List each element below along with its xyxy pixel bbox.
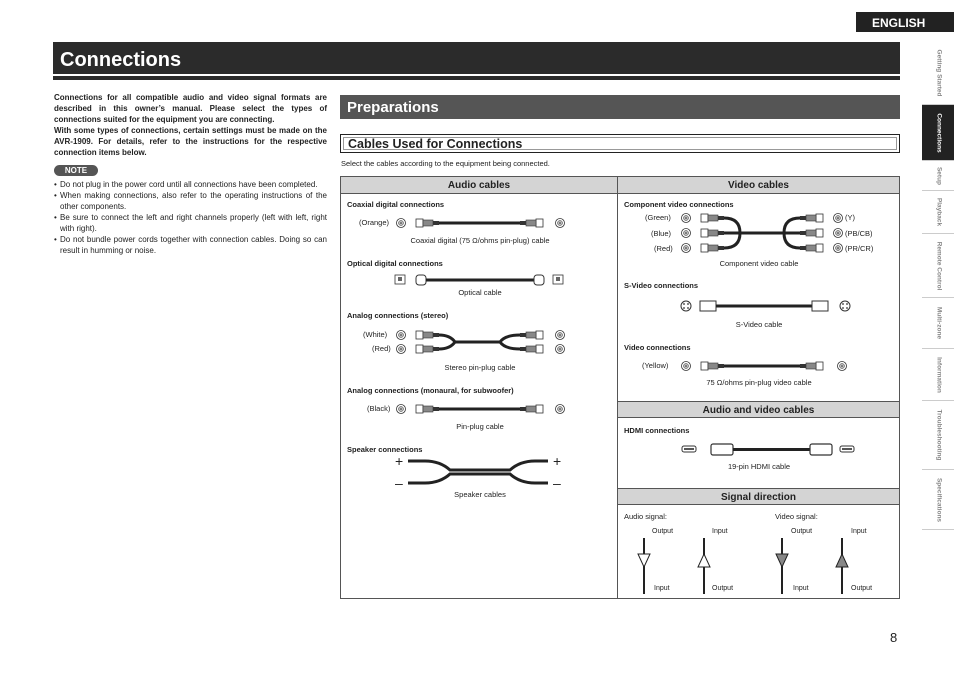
analog-caption: Stereo pin-plug cable [444, 363, 516, 372]
component-green-label: (Green) [645, 213, 671, 222]
video-input-bottom: Input [793, 585, 809, 592]
optical-caption: Optical cable [458, 288, 502, 297]
sidebar-tab-label: Connections [935, 112, 943, 153]
coax-caption: Coaxial digital (75 Ω/ohms pin-plug) cable [410, 236, 550, 245]
page-number: 8 [890, 630, 898, 645]
composite-title: Video connections [624, 343, 691, 352]
audio-output-bottom: Output [712, 585, 734, 592]
note-item: • When making connections, also refer to the operating instructions of the other components. [54, 190, 327, 212]
video-cables-header: Video cables [618, 177, 899, 194]
analog-title: Analog connections (stereo) [347, 311, 449, 320]
note-item: • Do not plug in the power cord until all connections have been completed. [54, 179, 327, 190]
composite-cable-illustration [682, 362, 847, 371]
instruction-text: Select the cables according to the equipment being connected. [341, 159, 550, 168]
component-caption: Component video cable [719, 259, 799, 268]
svideo-title: S-Video connections [624, 281, 699, 290]
svideo-cable-illustration [681, 301, 850, 311]
component-cable-illustration [682, 214, 843, 253]
sidebar-tab-getting-started[interactable] [922, 42, 954, 105]
optical-cable-illustration [395, 275, 563, 285]
speaker-cable-illustration [408, 461, 548, 483]
speaker-plus-right: + [553, 453, 562, 469]
subsection-title-text: Cables Used for Connections [348, 137, 523, 151]
speaker-plus-left: + [395, 453, 404, 469]
component-pr-label: (PR/CR) [845, 244, 874, 253]
audio-signal-label: Audio signal: [624, 512, 667, 521]
note-item: • Be sure to connect the left and right channels properly (left with left, right with right). [54, 212, 327, 234]
video-signal-label: Video signal: [775, 512, 818, 521]
speaker-caption: Speaker cables [454, 490, 506, 499]
hdmi-title: HDMI connections [624, 426, 690, 435]
mono-color-label: (Black) [367, 404, 391, 413]
coax-cable-illustration [397, 219, 565, 228]
analog-red-label: (Red) [372, 344, 391, 353]
composite-color-label: (Yellow) [642, 361, 669, 370]
component-pb-label: (PB/CB) [845, 229, 873, 238]
intro-paragraph-1: Connections for all compatible audio and video signal formats are described in this owner’s manual. Please select the types of connections suited for the equipment you are connecting. [54, 93, 327, 124]
video-output-top: Output [791, 528, 813, 535]
note-item: • Do not bundle power cords together with connection cables. Doing so can result in humming or noise. [54, 234, 327, 256]
sidebar-tab-setup[interactable] [922, 161, 954, 191]
signal-direction-diagram [638, 538, 848, 594]
speaker-minus-right: – [553, 475, 561, 491]
audio-cables-header: Audio cables [341, 177, 617, 194]
component-y-label: (Y) [845, 213, 855, 222]
sidebar-tab-label: Playback [935, 197, 943, 227]
audio-input-bottom: Input [654, 585, 670, 592]
hdmi-caption: 19-pin HDMI cable [727, 462, 791, 471]
sidebar-tab-troubleshooting[interactable] [922, 401, 954, 470]
sidebar-tab-playback[interactable] [922, 191, 954, 234]
mono-caption: Pin-plug cable [456, 422, 504, 431]
sidebar-tab-information[interactable] [922, 349, 954, 401]
coax-title: Coaxial digital connections [347, 200, 445, 209]
sidebar-tab-label: Setup [935, 166, 943, 185]
component-title: Component video connections [624, 200, 734, 209]
sidebar-tab-label: Troubleshooting [935, 409, 943, 461]
sidebar-tab-label: Multi-zone [935, 306, 943, 340]
sidebar-tab-label: Remote Control [935, 241, 943, 290]
composite-caption: 75 Ω/ohms pin-plug video cable [706, 378, 812, 387]
sidebar-tab-specifications[interactable] [922, 470, 954, 530]
optical-title: Optical digital connections [347, 259, 443, 268]
hdmi-cable-illustration [682, 444, 854, 455]
video-output-bottom: Output [851, 585, 873, 592]
svideo-caption: S-Video cable [735, 320, 783, 329]
sidebar-tab-label: Getting Started [935, 49, 943, 97]
av-cables-header: Audio and video cables [618, 401, 899, 418]
mono-title: Analog connections (monaural, for subwoofer) [347, 386, 514, 395]
audio-input-top: Input [712, 528, 728, 535]
sidebar-tab-multi-zone[interactable] [922, 298, 954, 349]
mono-cable-illustration [397, 405, 565, 414]
intro-paragraph-2: With some types of connections, certain settings must be made on the AVR-1909. For details, refer to the instructions for the respective connection items below. [54, 126, 327, 157]
note-badge: NOTE [54, 165, 98, 176]
audio-output-top: Output [652, 528, 674, 535]
speaker-title: Speaker connections [347, 445, 423, 454]
component-red-label: (Red) [654, 244, 673, 253]
language-tab: ENGLISH [856, 12, 954, 32]
coax-color-label: (Orange) [359, 218, 390, 227]
signal-direction-header: Signal direction [618, 488, 899, 505]
video-input-top: Input [851, 528, 867, 535]
section-title-preparations: Preparations [340, 95, 900, 119]
sidebar-tab-connections[interactable] [922, 105, 954, 161]
analog-white-label: (White) [363, 330, 388, 339]
sidebar-tab-label: Specifications [935, 477, 943, 522]
page-title: Connections [53, 42, 900, 74]
sidebar-tab-label: Information [935, 356, 943, 393]
component-blue-label: (Blue) [651, 229, 672, 238]
sidebar-tab-remote-control[interactable] [922, 234, 954, 298]
speaker-minus-left: – [395, 475, 403, 491]
stereo-cable-illustration [397, 331, 565, 354]
